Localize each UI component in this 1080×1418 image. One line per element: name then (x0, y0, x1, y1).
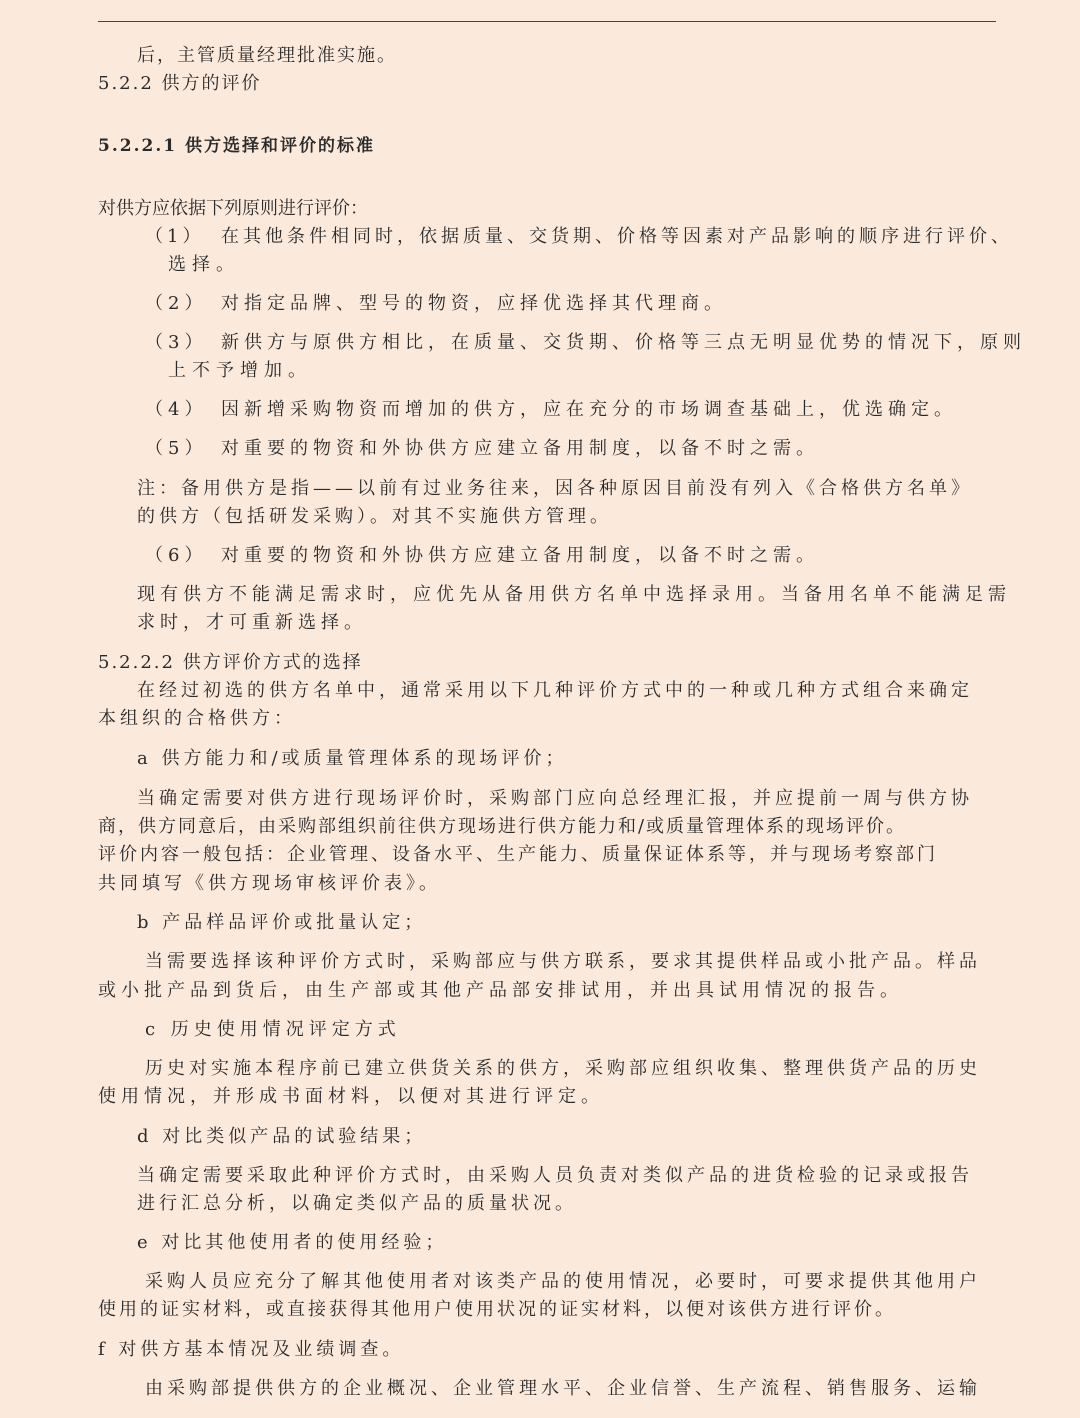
list-number: （4） (145, 399, 208, 420)
list-item (145, 399, 957, 421)
subheading: f 对供方基本情况及业绩调查。 (98, 1339, 405, 1360)
text-line: 本组织的合格供方： (98, 708, 296, 729)
text-line: 由采购部提供供方的企业概况、企业管理水平、企业信誉、生产流程、销售服务、运输 (145, 1378, 981, 1399)
text-line: 使用情况，并形成书面材料，以便对其进行评定。 (98, 1086, 604, 1107)
text-line: 求时，才可重新选择。 (137, 612, 367, 633)
text-line: 当确定需要采取此种评价方式时，由采购人员负责对类似产品的进货检验的记录或报告 (137, 1165, 973, 1186)
list-item (145, 332, 1026, 354)
text-line: 商，供方同意后，由采购部组织前往供方现场进行供方能力和/或质量管理体系的现场评价。 (98, 816, 907, 837)
list-item-text: 对重要的物资和外协供方应建立备用制度，以备不时之需。 (221, 545, 819, 566)
list-item (145, 438, 819, 460)
text-line: 上不予增加。 (168, 360, 312, 381)
list-number: （5） (145, 438, 208, 459)
list-number: （3） (145, 332, 208, 353)
list-item-text: 对重要的物资和外协供方应建立备用制度，以备不时之需。 (221, 438, 819, 459)
subheading: d 对比类似产品的试验结果； (137, 1126, 427, 1147)
text-line: 评价内容一般包括：企业管理、设备水平、生产能力、质量保证体系等，并与现场考察部门 (98, 844, 938, 865)
list-number: （1） (145, 226, 205, 247)
note-line: 的供方（包括研发采购）。对其不实施供方管理。 (137, 506, 612, 527)
subheading: c 历史使用情况评定方式 (145, 1019, 401, 1040)
list-item-text: 对指定品牌、型号的物资，应择优选择其代理商。 (221, 293, 727, 314)
text-line: 当需要选择该种评价方式时，采购部应与供方联系，要求其提供样品或小批产品。样品 (145, 951, 981, 972)
subheading: b 产品样品评价或批量认定； (137, 912, 427, 933)
text-line: 使用的证实材料，或直接获得其他用户使用状况的证实材料，以便对该供方进行评价。 (98, 1299, 896, 1320)
text-line: 历史对实施本程序前已建立供货关系的供方，采购部应组织收集、整理供货产品的历史 (145, 1058, 981, 1079)
section-heading: 5.2.2 供方的评价 (98, 73, 262, 94)
text-line: 现有供方不能满足需求时，应优先从备用供方名单中选择录用。当备用名单不能满足需 (137, 584, 1011, 605)
section-heading: 5.2.2.2 供方评价方式的选择 (98, 652, 363, 673)
list-number: （2） (145, 293, 208, 314)
list-item (145, 293, 727, 315)
list-item-text: 在其他条件相同时，依据质量、交货期、价格等因素对产品影响的顺序进行评价、 (221, 226, 1013, 247)
text-line: 共同填写《供方现场审核评价表》。 (98, 873, 441, 894)
section-heading: 5.2.2.1 供方选择和评价的标准 (98, 136, 375, 156)
list-item-text: 新供方与原供方相比，在质量、交货期、价格等三点无明显优势的情况下，原则 (221, 332, 1026, 353)
list-item (145, 226, 1013, 248)
text-line: 在经过初选的供方名单中，通常采用以下几种评价方式中的一种或几种方式组合来确定 (137, 680, 973, 701)
text-line: 或小批产品到货后，由生产部或其他产品部安排试用，并出具试用情况的报告。 (98, 980, 903, 1001)
list-item-text: 因新增采购物资而增加的供方，应在充分的市场调查基础上，优选确定。 (221, 399, 957, 420)
subheading: a 供方能力和/或质量管理体系的现场评价； (137, 748, 568, 769)
list-item (145, 545, 819, 567)
text-line: 后，主管质量经理批准实施。 (137, 45, 397, 66)
text-line: 对供方应依据下列原则进行评价： (98, 198, 368, 219)
text-line: 采购人员应充分了解其他使用者对该类产品的使用情况，必要时，可要求提供其他用户 (145, 1271, 981, 1292)
subheading: e 对比其他使用者的使用经验； (137, 1232, 448, 1253)
note-line: 注：备用供方是指——以前有过业务往来，因各种原因目前没有列入《合格供方名单》 (137, 478, 973, 499)
header-rule (98, 21, 996, 22)
list-number: （6） (145, 545, 208, 566)
text-line: 选择。 (168, 254, 240, 275)
text-line: 当确定需要对供方进行现场评价时，采购部门应向总经理汇报，并应提前一周与供方协 (137, 788, 973, 809)
text-line: 进行汇总分析，以确定类似产品的质量状况。 (137, 1193, 577, 1214)
